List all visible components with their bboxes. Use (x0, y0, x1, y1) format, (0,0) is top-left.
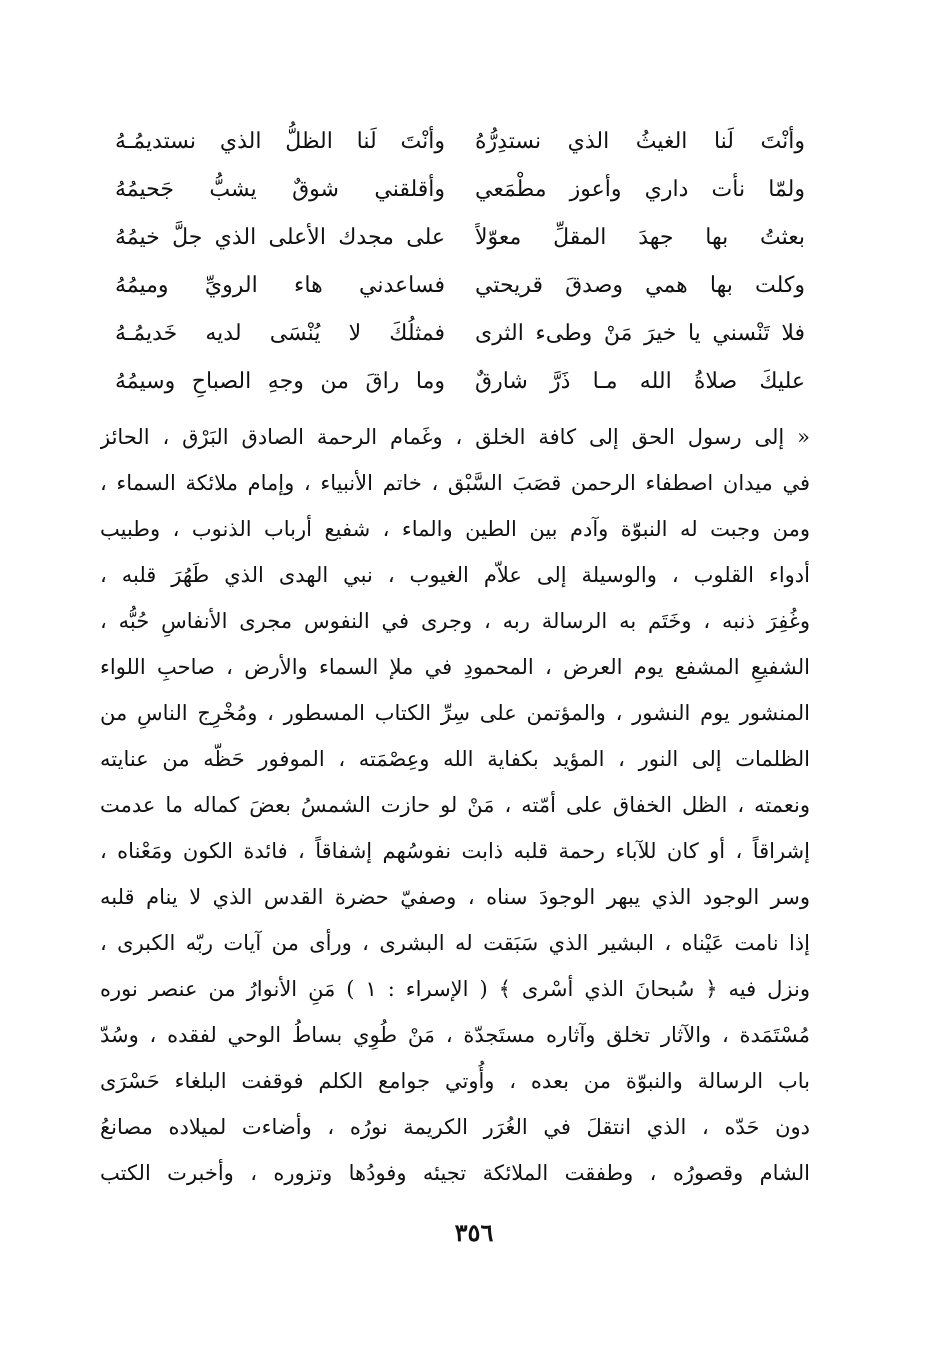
verse-second-hemistich: وأنْتَ لَنا الظلُّ الذي نستديمُـهُ (115, 129, 445, 154)
poem-verse (115, 358, 805, 406)
prose-line: باب الرسالة والنبوّة من بعده ، وأُوتي جوامع الكلم فوقفت البلغاء حَسْرَى (100, 1069, 810, 1093)
poem-block (115, 118, 805, 406)
prose-paragraph (100, 414, 810, 1196)
verse-second-hemistich: فساعدني هاء الرويِّ وميمُهُ (115, 273, 445, 298)
verse-second-hemistich: وما راقَ من وجهِ الصباحِ وسيمُهُ (115, 369, 445, 394)
verse-first-hemistich: ولمّا نأت داري وأعوز مطْمَعي (475, 177, 805, 202)
verse-first-hemistich: وكلت بها همي وصدقَ قريحتي (475, 273, 805, 298)
prose-line: مُسْتَمَدة ، والآثار تخلق وآثاره مستَجدّة ، مَنْ طُوِي بساطُ الوحي لفقده ، وسُدّ (100, 1023, 810, 1047)
prose-line: دون حَدّه ، الذي انتقلَ في الغُرَر الكريمة نورُه ، وأضاءت لميلاده مصانعُ (100, 1115, 810, 1139)
prose-line: إذا نامت عَيْناه ، البشير الذي سَبَقت له البشرى ، ورأى من آيات ربّه الكبرى ، (100, 931, 810, 955)
verse-second-hemistich: وأقلقني شوقٌ يشبُّ جَحيمُهُ (115, 177, 445, 202)
poem-verse (115, 166, 805, 214)
poem-verse (115, 262, 805, 310)
prose-line: ومن وجبت له النبوّة وآدم بين الطين والماء ، شفيع أرباب الذنوب ، وطبيب (100, 517, 810, 541)
verse-first-hemistich: وأنْتَ لَنا الغيثُ الذي نستدِرُّهُ (475, 129, 805, 154)
prose-line: إشراقاً ، أو كان للآباء رحمة قلبه ذابت نفوسُهم إشفاقاً ، فائدة الكون ومَعْناه ، (100, 839, 810, 863)
prose-line: أدواء القلوب ، والوسيلة إلى علاّم الغيوب ، نبي الهدى الذي طَهُرَ قلبه ، (100, 563, 810, 587)
verse-first-hemistich: فلا تَنْسني يا خيرَ مَنْ وطىء الثرى (475, 321, 805, 346)
poem-verse (115, 310, 805, 358)
prose-line: ونعمته ، الظل الخفاق على أمّته ، مَنْ لو حازت الشمسُ بعضَ كماله ما عدمت (100, 793, 810, 817)
prose-line: الشام وقصورُه ، وطفقت الملائكة تجيئه وفودُها وتزوره ، وأخبرت الكتب (100, 1161, 810, 1185)
prose-line: وسر الوجود الذي يبهر الوجودَ سناه ، وصفيّ حضرة القدس الذي لا ينام قلبه (100, 885, 810, 909)
prose-line: في ميدان اصطفاء الرحمن قصَبَ السَّبْق ، خاتم الأنبياء ، وإمام ملائكة السماء ، (100, 471, 810, 495)
verse-first-hemistich: عليكَ صلاةُ الله مـا ذَرَّ شارقٌ (475, 369, 805, 394)
verse-first-hemistich: بعثتُ بها جهدَ المقلِّ معوّلاً (475, 225, 805, 250)
verse-second-hemistich: فمثلُكَ لا يُنْسَى لديه خَديمُـهُ (115, 321, 445, 346)
prose-line: ونزل فيه ﴿ سُبحانَ الذي أسْرى ﴾ ( الإسراء : ١ ) مَنِ الأنوارُ من عنصر نوره (100, 977, 810, 1001)
poem-verse (115, 118, 805, 166)
prose-line: الشفيعِ المشفع يوم العرض ، المحمودِ في ملإ السماء والأرض ، صاحبِ اللواء (100, 655, 810, 679)
prose-line: « إلى رسول الحق إلى كافة الخلق ، وغَمام الرحمة الصادق البَرْق ، الحائز (100, 425, 810, 449)
poem-verse (115, 214, 805, 262)
prose-line: وغُفِرَ ذنبه ، وخَتَم به الرسالة ربه ، وجرى في النفوس مجرى الأنفاسِ حُبُّه ، (100, 609, 810, 633)
prose-line: المنشور يوم النشور ، والمؤتمن على سِرِّ الكتاب المسطور ، ومُخْرِج الناسِ من (100, 701, 810, 725)
verse-second-hemistich: على مجدك الأعلى الذي جلَّ خيمُهُ (115, 225, 445, 250)
page-number: ٣٥٦ (454, 1218, 494, 1247)
prose-line: الظلمات إلى النور ، المؤيد بكفاية الله وعِصْمَته ، الموفور حَظّه من عنايته (100, 747, 810, 771)
